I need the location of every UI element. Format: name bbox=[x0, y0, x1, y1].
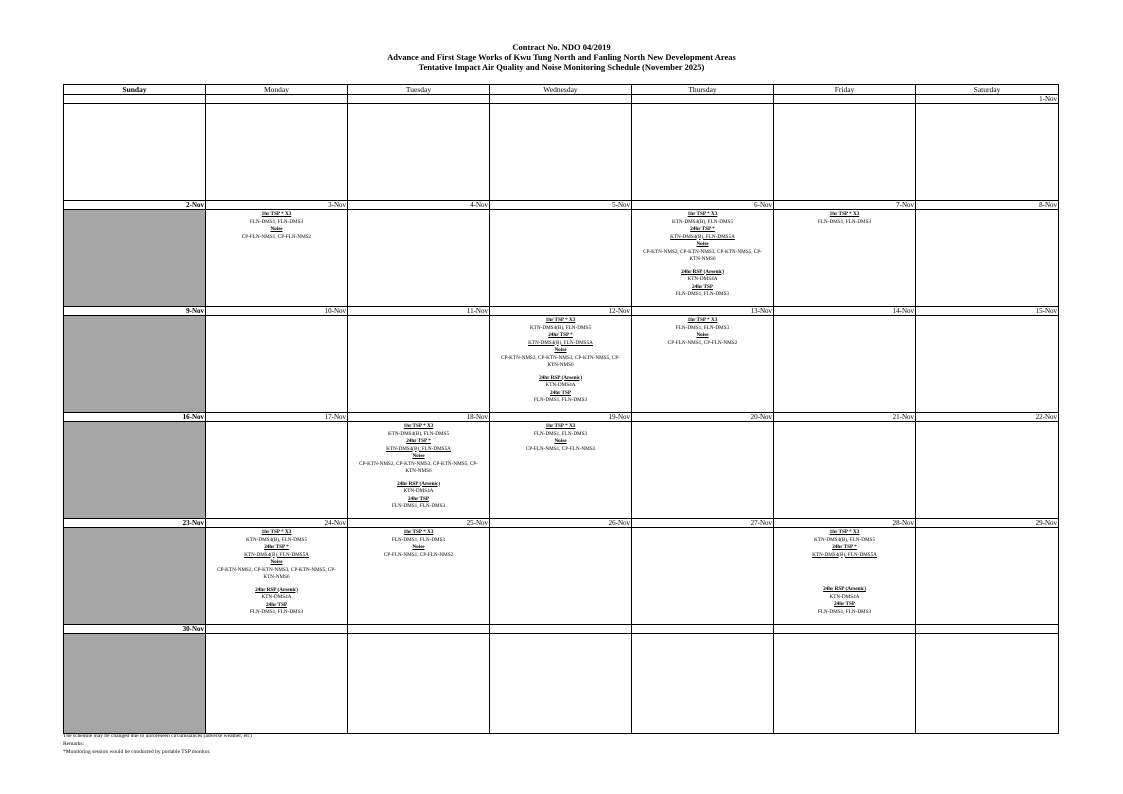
day-body bbox=[490, 528, 631, 624]
day-date: 21-Nov bbox=[774, 413, 915, 422]
schedule-item-stations: KTN-DMS4(B), FLN-DMS5 bbox=[245, 536, 308, 543]
schedule-item-heading: 24hr TSP bbox=[550, 389, 571, 396]
day-body bbox=[916, 316, 1058, 412]
day-date bbox=[348, 95, 489, 104]
day-date bbox=[774, 95, 915, 104]
day-cell bbox=[64, 625, 206, 733]
day-body bbox=[64, 528, 205, 624]
day-body bbox=[64, 104, 205, 200]
schedule-item-stations: KTN-NMS6 bbox=[689, 256, 716, 262]
schedule-item-heading: 1hr TSP * X3 bbox=[261, 211, 292, 217]
schedule-item-stations: KTN-DMS4(B), FLN-DMS5A bbox=[244, 551, 309, 558]
day-body bbox=[206, 528, 347, 624]
day-date: 14-Nov bbox=[774, 307, 915, 316]
schedule-item-heading: Noise bbox=[412, 544, 425, 550]
day-date bbox=[490, 625, 631, 634]
schedule-item-stations: KTN-DMS4A bbox=[687, 276, 718, 282]
schedule-item-heading: 24hr RSP (Arsenic) bbox=[539, 374, 582, 381]
day-body bbox=[774, 104, 915, 200]
day-body bbox=[632, 316, 773, 412]
schedule-item-stations: FLN-DMS1, FLN-DMS3 bbox=[391, 503, 446, 509]
day-body bbox=[916, 210, 1058, 306]
schedule-item-stations: CP-FLN-NMS1, CP-FLN-NMS2 bbox=[667, 339, 738, 346]
schedule-item-heading: 24hr TSP * bbox=[832, 544, 857, 550]
day-date bbox=[632, 95, 773, 104]
schedule-item-stations: CP-KTN-NMS2, CP-KTN-NMS3, CP-KTN-NMS5, CP- bbox=[643, 248, 762, 255]
day-body bbox=[490, 316, 631, 412]
day-body bbox=[206, 316, 347, 412]
day-date: 29-Nov bbox=[916, 519, 1058, 528]
schedule-item-stations: KTN-NMS6 bbox=[263, 574, 290, 580]
day-cell bbox=[774, 307, 916, 413]
schedule-item-stations: CP-KTN-NMS2, CP-KTN-NMS3, CP-KTN-NMS5, CP- bbox=[359, 460, 478, 467]
project-title: Advance and First Stage Works of Kwu Tung North and Fanling North New Development Areas bbox=[387, 52, 736, 62]
header-wednesday: Wednesday bbox=[490, 85, 632, 95]
day-body bbox=[632, 104, 773, 200]
day-body bbox=[64, 422, 205, 518]
day-cell bbox=[916, 413, 1058, 519]
day-body bbox=[348, 634, 489, 733]
schedule-item-stations: FLN-DMS1, FLN-DMS3 bbox=[533, 397, 588, 403]
day-body bbox=[774, 528, 915, 624]
day-date: 5-Nov bbox=[490, 201, 631, 210]
day-date: 15-Nov bbox=[916, 307, 1058, 316]
schedule-item-heading: 24hr TSP bbox=[834, 601, 855, 607]
day-date: 26-Nov bbox=[490, 519, 631, 528]
schedule-item-heading: Noise bbox=[270, 559, 283, 565]
day-date: 8-Nov bbox=[916, 201, 1058, 210]
remark-heading: Remarks: bbox=[63, 741, 85, 747]
schedule-item-heading: 24hr TSP * bbox=[406, 438, 431, 444]
day-body bbox=[206, 634, 347, 733]
day-cell bbox=[632, 413, 774, 519]
schedule-item-heading: 24hr RSP (Arsenic) bbox=[255, 586, 298, 593]
day-cell bbox=[206, 413, 348, 519]
header-monday: Monday bbox=[206, 85, 348, 95]
schedule-item-stations: KTN-DMS4(B), FLN-DMS5A bbox=[528, 339, 593, 346]
day-body bbox=[632, 634, 773, 733]
day-date bbox=[632, 625, 773, 634]
schedule-item-stations: KTN-DMS4(B), FLN-DMS5 bbox=[529, 324, 592, 331]
day-cell bbox=[632, 201, 774, 307]
day-cell bbox=[774, 413, 916, 519]
day-body bbox=[774, 422, 915, 518]
schedule-item-heading: Noise bbox=[554, 347, 567, 353]
schedule-item-heading: 1hr TSP * X3 bbox=[403, 529, 434, 535]
schedule-item-heading: 24hr TSP bbox=[266, 601, 287, 608]
day-date: 1-Nov bbox=[916, 95, 1058, 104]
day-date: 20-Nov bbox=[632, 413, 773, 422]
day-cell bbox=[348, 201, 490, 307]
schedule-item-stations: KTN-DMS4(B), FLN-DMS5A bbox=[812, 551, 877, 558]
schedule-item-heading: 1hr TSP * X3 bbox=[545, 423, 576, 429]
header-saturday: Saturday bbox=[916, 85, 1058, 95]
day-date bbox=[490, 95, 631, 104]
schedule-item-stations: KTN-DMS4(B), FLN-DMS5 bbox=[387, 430, 450, 437]
schedule-item-heading: 1hr TSP * X3 bbox=[687, 317, 718, 323]
day-cell bbox=[348, 413, 490, 519]
schedule-item-heading: 24hr TSP bbox=[692, 283, 713, 290]
day-body bbox=[632, 210, 773, 306]
schedule-item-stations: KTN-DMS4A bbox=[403, 488, 434, 494]
day-body bbox=[64, 316, 205, 412]
day-body bbox=[632, 422, 773, 518]
day-cell bbox=[206, 95, 348, 201]
day-body bbox=[916, 422, 1058, 518]
day-cell bbox=[632, 307, 774, 413]
day-date: 12-Nov bbox=[490, 307, 631, 316]
day-cell bbox=[774, 625, 916, 733]
day-date bbox=[916, 625, 1058, 634]
day-date: 18-Nov bbox=[348, 413, 489, 422]
day-date: 28-Nov bbox=[774, 519, 915, 528]
day-body bbox=[916, 528, 1058, 624]
contract-title: Contract No. NDO 04/2019 bbox=[512, 42, 611, 52]
day-body bbox=[490, 422, 631, 518]
day-body bbox=[916, 634, 1058, 733]
day-body bbox=[774, 210, 915, 306]
day-body bbox=[348, 316, 489, 412]
day-date: 17-Nov bbox=[206, 413, 347, 422]
schedule-item-heading: Noise bbox=[696, 241, 709, 247]
day-cell bbox=[490, 201, 632, 307]
day-cell bbox=[64, 413, 206, 519]
day-cell bbox=[916, 307, 1058, 413]
day-cell bbox=[206, 201, 348, 307]
day-cell bbox=[64, 519, 206, 625]
day-body bbox=[774, 634, 915, 733]
day-date: 3-Nov bbox=[206, 201, 347, 210]
day-date bbox=[774, 625, 915, 634]
day-date bbox=[348, 625, 489, 634]
day-cell bbox=[206, 625, 348, 733]
day-body bbox=[916, 104, 1058, 200]
day-cell bbox=[348, 307, 490, 413]
schedule-item-heading: 24hr RSP (Arsenic) bbox=[823, 586, 866, 592]
schedule-item-heading: 24hr RSP (Arsenic) bbox=[397, 480, 440, 487]
day-cell bbox=[916, 625, 1058, 733]
day-body bbox=[64, 634, 205, 733]
day-date: 6-Nov bbox=[632, 201, 773, 210]
day-cell bbox=[490, 307, 632, 413]
schedule-item-heading: Noise bbox=[554, 438, 567, 444]
day-cell bbox=[916, 95, 1058, 201]
calendar-grid bbox=[63, 84, 1059, 734]
day-body bbox=[206, 210, 347, 306]
schedule-item-heading: 24hr TSP * bbox=[264, 544, 289, 550]
day-body bbox=[206, 422, 347, 518]
day-body bbox=[774, 316, 915, 412]
day-cell bbox=[490, 625, 632, 733]
schedule-item-heading: 1hr TSP * X3 bbox=[545, 317, 576, 323]
schedule-item-stations: KTN-DMS4(B), FLN-DMS5A bbox=[670, 233, 735, 240]
day-cell bbox=[206, 307, 348, 413]
day-date bbox=[206, 625, 347, 634]
day-cell bbox=[774, 95, 916, 201]
schedule-item-stations: FLN-DMS1, FLN-DMS3 bbox=[249, 609, 304, 615]
day-date: 19-Nov bbox=[490, 413, 631, 422]
day-cell bbox=[774, 201, 916, 307]
schedule-item-stations: KTN-NMS6 bbox=[547, 362, 574, 368]
day-date: 13-Nov bbox=[632, 307, 773, 316]
day-cell bbox=[64, 307, 206, 413]
schedule-item-stations: KTN-DMS4A bbox=[545, 382, 576, 388]
day-date: 7-Nov bbox=[774, 201, 915, 210]
remark-note: The schedule may be changed due to unforeseen circumstances (adverse weather, etc) bbox=[63, 733, 252, 739]
schedule-item-heading: 24hr TSP bbox=[408, 495, 429, 502]
schedule-item-stations: KTN-DMS4(B), FLN-DMS5A bbox=[386, 445, 451, 452]
header-thursday: Thursday bbox=[632, 85, 774, 95]
day-date: 24-Nov bbox=[206, 519, 347, 528]
day-date: 9-Nov bbox=[64, 307, 205, 316]
day-cell bbox=[64, 201, 206, 307]
day-cell bbox=[632, 519, 774, 625]
schedule-title: Tentative Impact Air Quality and Noise Monitoring Schedule (November 2025) bbox=[418, 62, 705, 72]
day-date: 23-Nov bbox=[64, 519, 205, 528]
day-date bbox=[64, 95, 205, 104]
schedule-item-stations: FLN-DMS1, FLN-DMS3 bbox=[817, 218, 872, 225]
day-body bbox=[348, 210, 489, 306]
day-cell bbox=[632, 625, 774, 733]
day-date: 27-Nov bbox=[632, 519, 773, 528]
schedule-item-heading: Noise bbox=[696, 332, 709, 338]
schedule-item-heading: Noise bbox=[270, 226, 283, 232]
schedule-item-heading: 1hr TSP * X3 bbox=[829, 211, 860, 217]
day-cell bbox=[774, 519, 916, 625]
schedule-item-heading: 24hr RSP (Arsenic) bbox=[681, 268, 724, 275]
day-body bbox=[490, 634, 631, 733]
header-tuesday: Tuesday bbox=[348, 85, 490, 95]
schedule-item-stations: CP-FLN-NMS1, CP-FLN-NMS2 bbox=[525, 445, 596, 452]
schedule-item-heading: 1hr TSP * X3 bbox=[829, 529, 860, 535]
day-cell bbox=[348, 625, 490, 733]
schedule-item-stations: FLN-DMS1, FLN-DMS3 bbox=[249, 218, 304, 225]
day-date: 11-Nov bbox=[348, 307, 489, 316]
schedule-item-heading: 24hr TSP * bbox=[548, 332, 573, 338]
day-date bbox=[206, 95, 347, 104]
day-cell bbox=[916, 519, 1058, 625]
day-cell bbox=[490, 519, 632, 625]
schedule-item-stations: FLN-DMS1, FLN-DMS3 bbox=[817, 608, 872, 615]
schedule-item-heading: 1hr TSP * X3 bbox=[261, 529, 292, 535]
schedule-item-stations: KTN-DMS4A bbox=[261, 594, 292, 600]
day-cell bbox=[916, 201, 1058, 307]
day-date: 25-Nov bbox=[348, 519, 489, 528]
day-body bbox=[64, 210, 205, 306]
remark-footnote: *Monitoring session would be conducted by portable TSP monitor. bbox=[63, 749, 211, 755]
schedule-item-stations: KTN-DMS4(B), FLN-DMS5 bbox=[671, 218, 734, 225]
day-date: 4-Nov bbox=[348, 201, 489, 210]
day-body bbox=[632, 528, 773, 624]
header-sunday: Sunday bbox=[64, 85, 206, 95]
schedule-item-stations: CP-KTN-NMS2, CP-KTN-NMS3, CP-KTN-NMS5, CP- bbox=[217, 566, 336, 573]
schedule-item-stations: KTN-DMS4(B), FLN-DMS5 bbox=[813, 536, 876, 543]
schedule-item-heading: 1hr TSP * X3 bbox=[687, 211, 718, 217]
header-friday: Friday bbox=[774, 85, 916, 95]
schedule-item-stations: KTN-DMS4A bbox=[829, 593, 860, 600]
day-body bbox=[490, 210, 631, 306]
day-date: 16-Nov bbox=[64, 413, 205, 422]
schedule-item-stations: CP-KTN-NMS2, CP-KTN-NMS3, CP-KTN-NMS5, CP- bbox=[501, 354, 620, 361]
schedule-item-stations: CP-FLN-NMS1, CP-FLN-NMS2 bbox=[241, 233, 312, 240]
schedule-item-stations: FLN-DMS1, FLN-DMS3 bbox=[675, 291, 730, 297]
day-cell bbox=[632, 95, 774, 201]
schedule-item-heading: 24hr TSP * bbox=[690, 226, 715, 232]
day-body bbox=[348, 528, 489, 624]
day-body bbox=[348, 422, 489, 518]
schedule-item-stations: KTN-NMS6 bbox=[405, 468, 432, 474]
day-date: 2-Nov bbox=[64, 201, 205, 210]
schedule-item-heading: Noise bbox=[412, 453, 425, 459]
day-cell bbox=[206, 519, 348, 625]
day-cell bbox=[348, 519, 490, 625]
day-cell bbox=[490, 413, 632, 519]
day-cell bbox=[490, 95, 632, 201]
schedule-item-stations: CP-FLN-NMS1, CP-FLN-NMS2 bbox=[383, 551, 454, 558]
day-date: 30-Nov bbox=[64, 625, 205, 634]
day-date: 10-Nov bbox=[206, 307, 347, 316]
day-cell bbox=[348, 95, 490, 201]
schedule-item-stations: FLN-DMS1, FLN-DMS3 bbox=[675, 324, 730, 331]
day-cell bbox=[64, 95, 206, 201]
day-body bbox=[206, 104, 347, 200]
schedule-item-stations: FLN-DMS1, FLN-DMS3 bbox=[533, 430, 588, 437]
day-body bbox=[490, 104, 631, 200]
schedule-item-stations: FLN-DMS1, FLN-DMS3 bbox=[391, 536, 446, 543]
day-body bbox=[348, 104, 489, 200]
schedule-item-heading: 1hr TSP * X3 bbox=[403, 423, 434, 429]
day-date: 22-Nov bbox=[916, 413, 1058, 422]
